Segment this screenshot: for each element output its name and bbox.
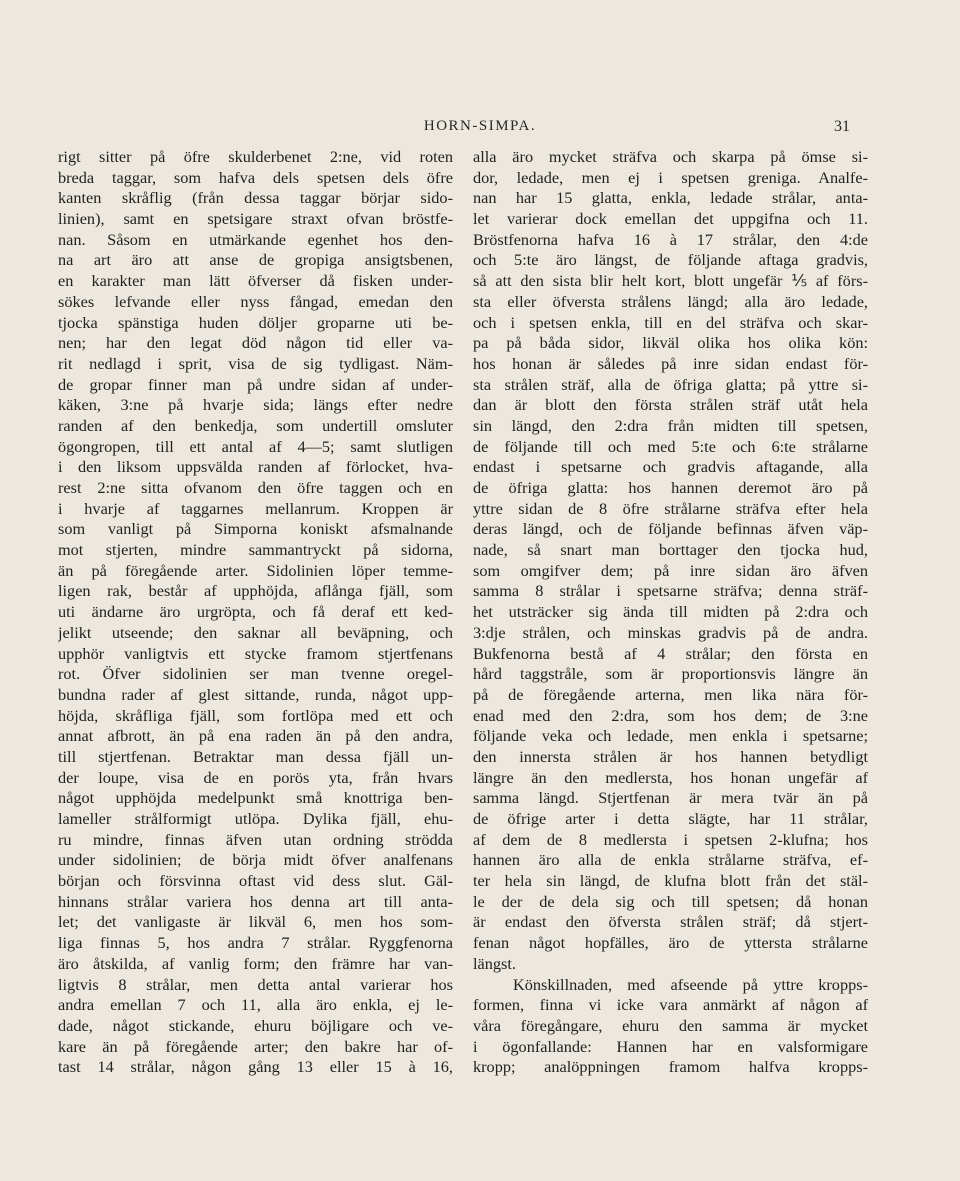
text-line: alla äro mycket sträfva och skarpa på ömse si- — [473, 147, 868, 166]
text-line: sökes lefvande eller nyss fångad, emedan den — [58, 291, 453, 311]
text-line: fenan något hopfälles, äro de yttersta strålarne — [473, 933, 868, 953]
text-line: i hvarje af taggarnes mellanrum. Kroppen är — [58, 498, 453, 518]
text-line: breda taggar, som hafva dels spetsen dels öfre — [58, 167, 453, 187]
text-line: bundna rader af glest sittande, runda, något upp- — [58, 684, 453, 704]
text-line: rest 2:ne sitta ofvanom den öfre taggen och en — [58, 478, 453, 497]
text-line: än på föregående arter. Sidolinien löper temme- — [58, 560, 453, 580]
text-line: sta eller öfversta strålens längd; alla äro ledade, — [473, 291, 868, 311]
text-line: den innersta strålen är hos hannen betydligt — [473, 746, 868, 766]
text-line: ligen rak, består af upphöjda, aflånga fjäll, som — [58, 581, 453, 601]
text-line: let varierar dock emellan det uppgifna och 11. — [473, 209, 868, 229]
text-line: jelikt utseende; den saknar all beväpning, och — [58, 622, 453, 642]
text-line: endast i spetsarne och gradvis aftagande, alla — [473, 457, 868, 477]
text-line: het utsträcker sig ända till midten på 2:dra och — [473, 602, 868, 622]
text-line: nan har 15 glatta, enkla, ledade strålar, anta- — [473, 188, 868, 208]
text-line: dan är blott den första strålen sträf utåt hela — [473, 395, 868, 415]
text-line: ru mindre, finnas äfven utan ordning strödda — [58, 829, 453, 849]
text-line: nan. Såsom en utmärkande egenhet hos den- — [58, 229, 453, 249]
text-line: i den liksom uppsvälda randen af förlocket, hva- — [58, 457, 453, 477]
text-line: de öfriga glatta: hos hannen deremot äro på — [473, 478, 868, 497]
text-line: randen af den benkedja, som undertill omsluter — [58, 415, 453, 435]
text-line: uti ändarne äro urgröpta, och få deraf ett ked- — [58, 602, 453, 622]
text-line: yttre sidan de 8 öfre strålarne sträfva efter hela — [473, 498, 868, 518]
text-line: Bröstfenorna hafva 16 à 17 strålar, den 4:de — [473, 229, 868, 249]
text-line: rigt sitter på öfre skulderbenet 2:ne, vid roten — [58, 147, 453, 166]
text-line: kropp; analöppningen framom halfva kropps- — [473, 1057, 868, 1077]
text-line: annat afbrott, än på ena raden än på den andra, — [58, 726, 453, 746]
text-line: sin längd, den 2:dra från midten till spetsen, — [473, 415, 868, 435]
text-line: formen, finna vi icke vara anmärkt af någon af — [473, 995, 868, 1015]
text-line: som omgifver dem; på inre sidan äro äfven — [473, 560, 868, 580]
text-line: 3:dje strålen, och minskas gradvis på de andra. — [473, 622, 868, 642]
text-line: våra föregångare, ehuru den samma är mycket — [473, 1015, 868, 1035]
text-line: äro åtskilda, af vanlig form; den främre har van- — [58, 953, 453, 973]
text-line: och i spetsen enkla, till en del sträfva och skar- — [473, 312, 868, 332]
text-line: pa på båda sidor, likväl olika hos olika kön: — [473, 333, 868, 353]
text-line: är endast den öfversta strålen sträf; då stjert- — [473, 912, 868, 932]
text-line: ligtvis 8 strålar, men detta antal varierar hos — [58, 974, 453, 994]
text-line: mot stjerten, mindre sammantryckt på sidorna, — [58, 540, 453, 560]
text-line: till stjertfenan. Betraktar man dessa fjäll un- — [58, 746, 453, 766]
text-line: och 5:te äro längst, de följande aftaga gradvis, — [473, 250, 868, 270]
text-line: Bukfenorna bestå af 4 strålar; den första en — [473, 643, 868, 663]
text-line: der loupe, visa de en porös yta, från hvars — [58, 767, 453, 787]
text-line: kanten skråflig (från dessa taggar börjar sido- — [58, 188, 453, 208]
text-line: samma längd. Stjertfenan är mera tvär än på — [473, 788, 868, 808]
text-line: de följande till och med 5:te och 6:te strålarne — [473, 436, 868, 456]
text-line: de öfrige arter i detta slägte, har 11 strålar, — [473, 809, 868, 828]
text-line: hos honan är således på inre sidan endast för- — [473, 353, 868, 373]
running-title: HORN-SIMPA. — [423, 118, 537, 134]
text-line: andra emellan 7 och 11, alla äro enkla, ej le- — [58, 995, 453, 1015]
text-line: samma 8 strålar i spetsarne sträfva; denna sträf- — [473, 581, 868, 601]
text-line: under sidolinien; de börja midt öfver analfenans — [58, 850, 453, 870]
text-line: nen; har den legat död någon tid eller va- — [58, 333, 453, 353]
page-number: 31 — [834, 118, 850, 135]
text-line: längst. — [473, 953, 516, 973]
text-line: let; det vanligaste är likväl 6, men hos som- — [58, 912, 453, 932]
text-line: ter hela sin längd, de klufna blott från det stäl- — [473, 871, 868, 891]
text-line: liga finnas 5, hos andra 7 strålar. Ryggfenorna — [58, 933, 453, 953]
text-line: linien), samt en spetsigare straxt ofvan bröstfe- — [58, 209, 453, 229]
text-line: i ögonfallande: Hannen har en valsformigare — [473, 1036, 868, 1056]
text-line: tjocka spänstiga huden döljer groparne uti be- — [58, 312, 453, 332]
text-line: något upphöjda medelpunkt små knottriga ben- — [58, 788, 453, 808]
text-line: rot. Öfver sidolinien ser man tvenne oregel- — [58, 664, 453, 684]
text-line: på de föregående arterna, men lika nära för- — [473, 684, 868, 704]
text-line: af dem de 8 medlersta i spetsen 2-klufna; hos — [473, 829, 868, 849]
text-line: na art äro att anse de gropiga ansigtsbenen, — [58, 250, 453, 270]
text-line: upphör vanligtvis ett stycke framom stjertfenans — [58, 643, 453, 663]
text-line: käken, 3:ne på hvarje sida; längs efter nedre — [58, 395, 453, 415]
text-line: hård taggstråle, som är proportionsvis längre än — [473, 664, 868, 684]
text-line: sta strålen sträf, alla de öfriga glatta; på yttre si- — [473, 374, 868, 394]
text-line: början och försvinna oftast vid dess slut. Gäl- — [58, 871, 453, 891]
text-line: längre än den medlersta, hos honan ungefär af — [473, 767, 868, 787]
running-head — [0, 118, 960, 140]
text-line: kare än på föregående arter; den bakre har of- — [58, 1036, 453, 1056]
text-line: le der de dela sig och till spetsen; då honan — [473, 891, 868, 911]
text-line: höjda, skråfliga fjäll, som fortlöpa med ett och — [58, 705, 453, 725]
text-line: nade, så snart man borttager den tjocka hud, — [473, 540, 868, 560]
text-line: hinnans strålar variera hos denna art till anta- — [58, 891, 453, 911]
text-line: en karakter man lätt öfverser då fisken under- — [58, 271, 453, 291]
text-line: de gropar finner man på undre sidan af under- — [58, 374, 453, 394]
text-line: deras längd, och de följande befinnas äfven väp- — [473, 519, 868, 539]
text-line: så att den sista blir helt kort, blott ungefär ⅕ af förs- — [473, 271, 868, 291]
text-line: rit nedlagd i sprit, visa de sig tydligast. Näm- — [58, 353, 453, 373]
text-line: hannen äro alla de enkla strålarne sträfva, ef- — [473, 850, 868, 870]
text-line: följande veka och ledade, men enkla i spetsarne; — [473, 726, 868, 746]
text-line: som vanligt på Simporna koniskt afsmalnande — [58, 519, 453, 539]
left-text-column — [58, 147, 453, 1078]
text-line: lameller strålformigt utlöpa. Dylika fjäll, ehu- — [58, 809, 453, 828]
right-text-column — [473, 147, 868, 1078]
text-line: enad med den 2:dra, som hos dem; de 3:ne — [473, 705, 868, 725]
text-line: ögongropen, till ett antal af 4—5; samt slutligen — [58, 436, 453, 456]
text-line: tast 14 strålar, någon gång 13 eller 15 à 16, — [58, 1057, 453, 1077]
text-line: Könskillnaden, med afseende på yttre kropps- — [513, 974, 868, 994]
text-line: dade, något stickande, ehuru böjligare och ve- — [58, 1015, 453, 1035]
text-line: dor, ledade, men ej i spetsen greniga. Analfe- — [473, 167, 868, 187]
